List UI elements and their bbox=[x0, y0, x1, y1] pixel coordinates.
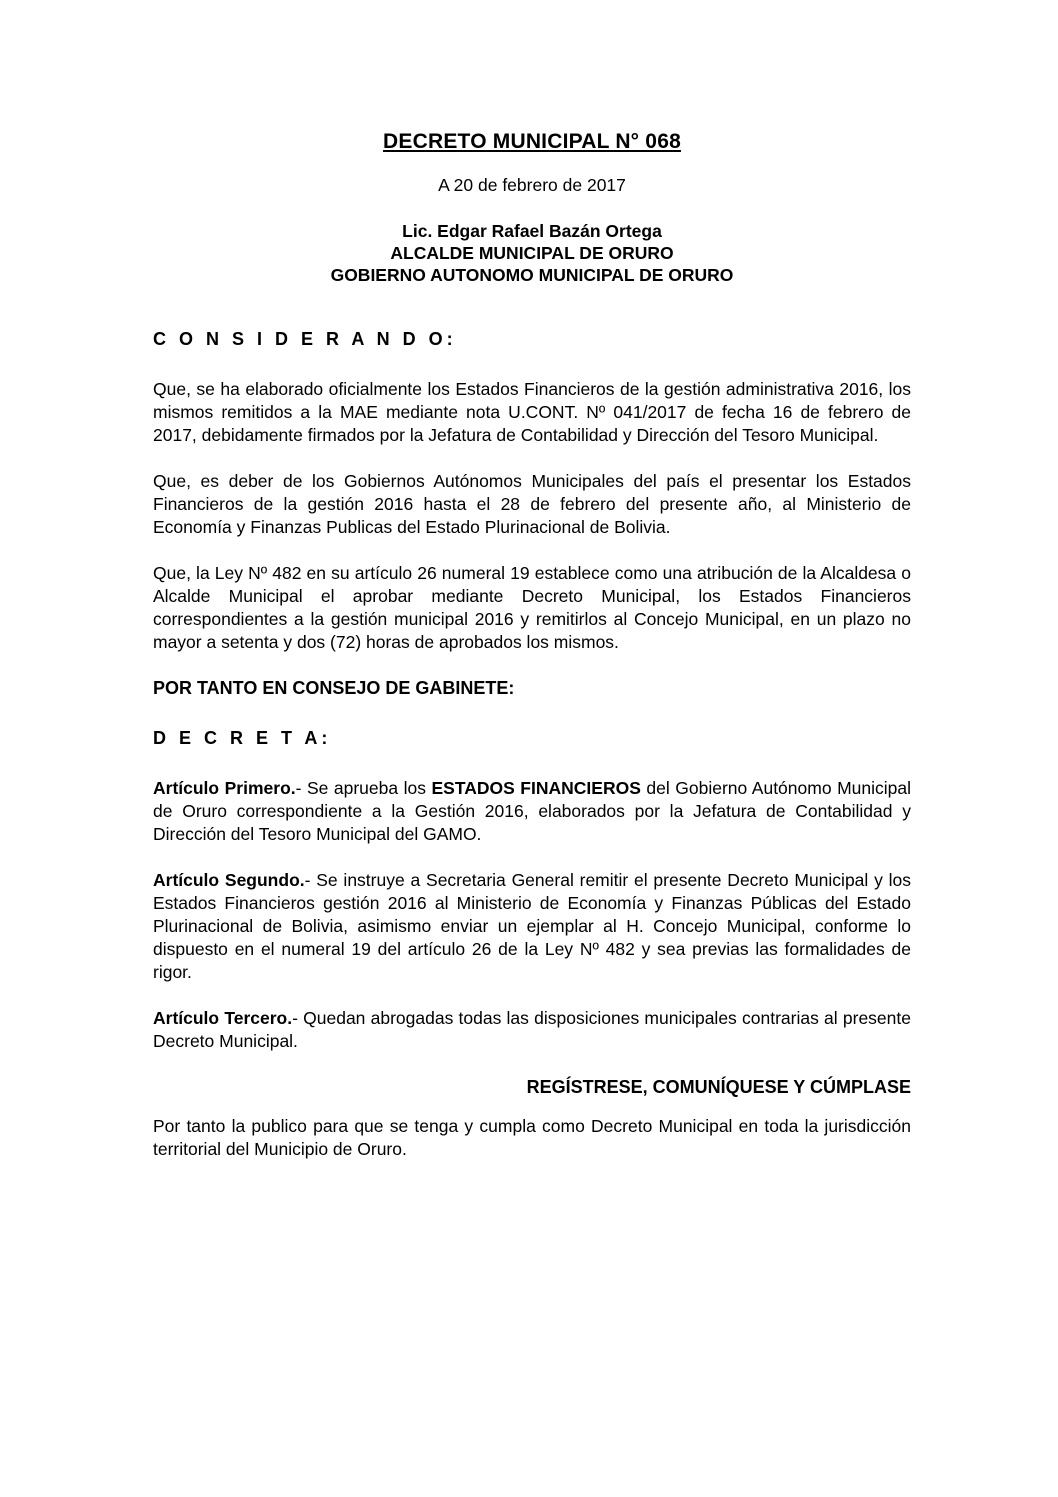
authority-position: ALCALDE MUNICIPAL DE ORURO bbox=[390, 243, 674, 263]
considerando-paragraph-3: Que, la Ley Nº 482 en su artículo 26 numeral 19 establece como una atribución de la Alcaldesa o Alcalde Municipal el aprobar mediante Decreto Municipal, los Estados Financieros correspondientes a la gestión municipal 2016 y remitirlos al Concejo Municipal, en un plazo no mayor a setenta y dos (72) horas de aprobados los mismos. bbox=[153, 563, 911, 652]
article-second-label: Artículo Segundo. bbox=[153, 870, 305, 890]
final-paragraph: Por tanto la publico para que se tenga y cumpla como Decreto Municipal en toda la jurisdicción territorial del Municipio de Oruro. bbox=[153, 1116, 911, 1159]
article-third bbox=[153, 1007, 911, 1053]
por-tanto-heading: POR TANTO EN CONSEJO DE GABINETE: bbox=[153, 678, 515, 698]
article-first-label: Artículo Primero. bbox=[153, 778, 296, 798]
decree-title: DECRETO MUNICIPAL N° 068 bbox=[383, 130, 681, 153]
authority-name: Lic. Edgar Rafael Bazán Ortega bbox=[402, 221, 662, 241]
authority-block bbox=[153, 220, 911, 286]
decree-date: A 20 de febrero de 2017 bbox=[438, 175, 626, 195]
article-first-emphasis: ESTADOS FINANCIEROS bbox=[431, 778, 641, 798]
considerando-heading: C O N S I D E R A N D O: bbox=[153, 329, 457, 349]
closing-formula: REGÍSTRESE, COMUNÍQUESE Y CÚMPLASE bbox=[526, 1077, 911, 1097]
article-second-text: - Se instruye a Secretaria General remitir el presente Decreto Municipal y los Estados Financieros gestión 2016 al Ministerio de Economía y Finanzas Públicas del Estado Plurinacional de Bolivia, asimismo enviar un ejemplar al H. Concejo Municipal, conforme lo dispuesto en el numeral 19 del artículo 26 de la Ley Nº 482 y sea previas las formalidades de rigor. bbox=[153, 870, 911, 982]
considerando-paragraph-1: Que, se ha elaborado oficialmente los Estados Financieros de la gestión administrativa 2016, los mismos remitidos a la MAE mediante nota U.CONT. Nº 041/2017 de fecha 16 de febrero de 2017, debidamente firmados por la Jefatura de Contabilidad y Dirección del Tesoro Municipal. bbox=[153, 379, 911, 445]
article-third-label: Artículo Tercero. bbox=[153, 1008, 293, 1028]
article-first-text-b: del Gobierno Autónomo Municipal de Oruro correspondiente a la Gestión 2016, elaborados por la Jefatura de Contabilidad y Dirección del Tesoro Municipal del GAMO. bbox=[153, 778, 911, 844]
decreta-heading: D E C R E T A: bbox=[153, 728, 332, 748]
document-page bbox=[153, 128, 911, 1184]
article-first bbox=[153, 777, 911, 846]
article-second bbox=[153, 869, 911, 984]
considerando-paragraph-2: Que, es deber de los Gobiernos Autónomos Municipales del país el presentar los Estados Financieros de la gestión 2016 hasta el 28 de febrero del presente año, al Ministerio de Economía y Finanzas Publicas del Estado Plurinacional de Bolivia. bbox=[153, 471, 911, 537]
authority-institution: GOBIERNO AUTONOMO MUNICIPAL DE ORURO bbox=[330, 265, 734, 285]
article-third-text: - Quedan abrogadas todas las disposiciones municipales contrarias al presente Decreto Municipal. bbox=[153, 1008, 911, 1051]
article-first-text-a: - Se aprueba los bbox=[295, 778, 432, 798]
